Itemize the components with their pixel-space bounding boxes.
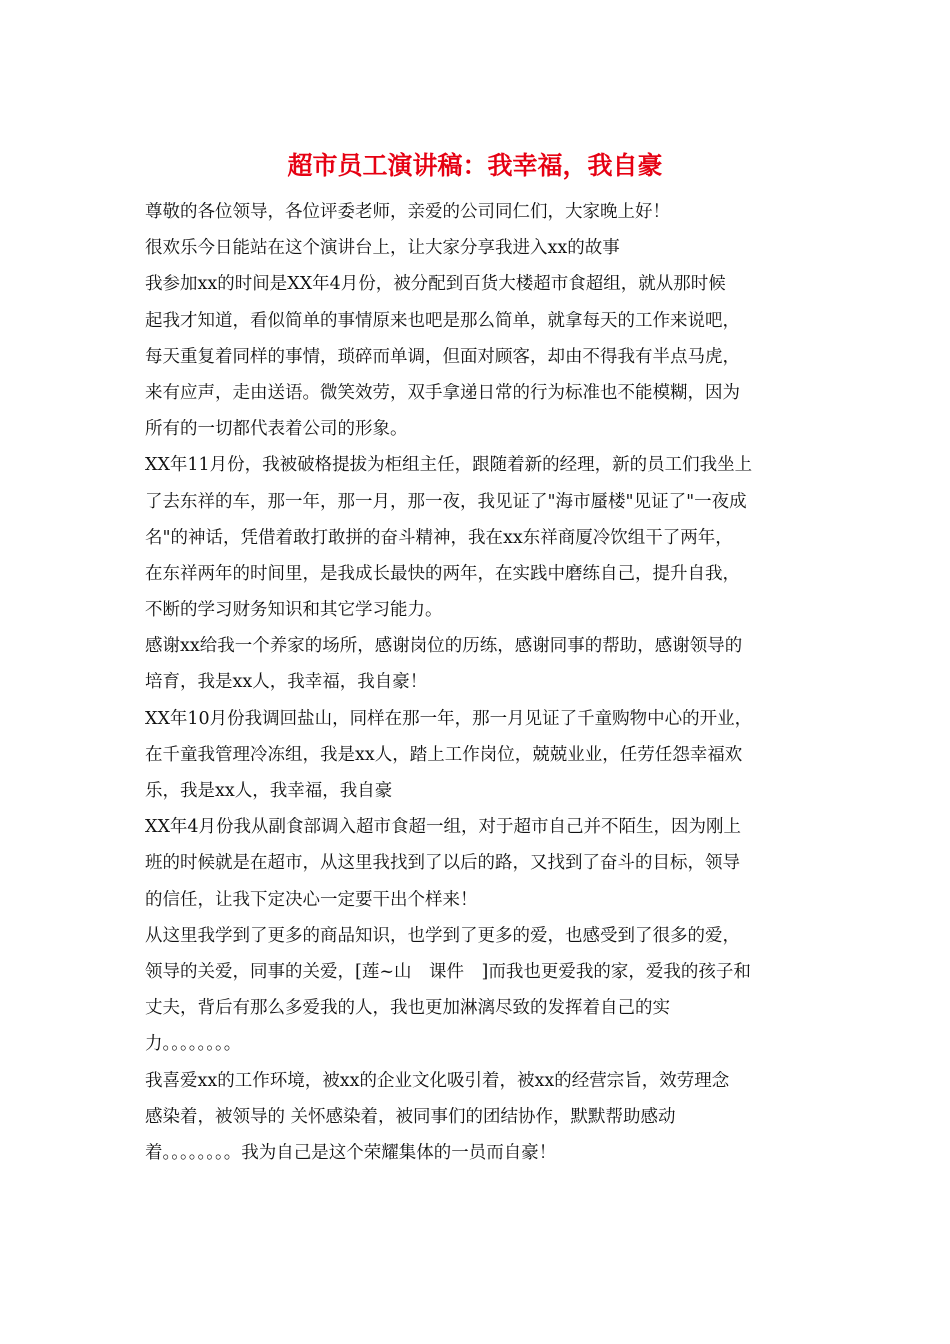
document-title: 超市员工演讲稿：我幸福，我自豪 <box>287 151 663 180</box>
text-line: XX年10月份我调回盐山，同样在那一年，那一月见证了千童购物中心的开业， <box>145 708 753 729</box>
text-line: 班的时候就是在超市，从这里我找到了以后的路，又找到了奋斗的目标，领导 <box>145 853 740 874</box>
text-line: 感谢xx给我一个养家的场所，感谢岗位的历练，感谢同事的帮助，感谢领导的 <box>145 636 743 657</box>
text-line: 我喜爱xx的工作环境，被xx的企业文化吸引着，被xx的经营宗旨，效劳理念 <box>145 1070 730 1091</box>
text-line: 在东祥两年的时间里，是我成长最快的两年，在实践中磨练自己，提升自我， <box>145 563 740 584</box>
text-line: 很欢乐今日能站在这个演讲台上，让大家分享我进入xx的故事 <box>145 238 620 259</box>
document-body <box>145 194 815 1171</box>
text-line: XX年4月份我从副食部调入超市食超一组，对于超市自己并不陌生，因为刚上 <box>145 817 742 838</box>
text-line: 从这里我学到了更多的商品知识，也学到了更多的爱，也感受到了很多的爱， <box>145 925 740 946</box>
text-line: 了去东祥的车，那一年，那一月，那一夜，我见证了"海市蜃楼"见证了"一夜成 <box>145 491 747 512</box>
text-line: 所有的一切都代表着公司的形象。 <box>145 419 408 440</box>
text-line: 每天重复着同样的事情，琐碎而单调，但面对顾客，却由不得我有半点马虎， <box>145 346 740 367</box>
text-line: 感染着，被领导的 关怀感染着，被同事们的团结协作，默默帮助感动 <box>145 1106 676 1127</box>
text-line: 乐，我是xx人，我幸福，我自豪 <box>145 781 393 801</box>
text-line: XX年11月份，我被破格提拔为柜组主任，跟随着新的经理，新的员工们我坐上 <box>145 455 753 476</box>
text-line: 来有应声，走由送语。微笑效劳，双手拿递日常的行为标准也不能模糊，因为 <box>145 382 740 403</box>
text-line: 名"的神话，凭借着敢打敢拼的奋斗精神，我在xx东祥商厦冷饮组干了两年， <box>145 527 733 548</box>
text-line: 丈夫，背后有那么多爱我的人，我也更加淋漓尽致的发挥着自己的实 <box>145 998 670 1019</box>
text-line: 力。。。。。。。。 <box>145 1034 242 1055</box>
text-line: 不断的学习财务知识和其它学习能力。 <box>145 600 443 621</box>
text-line: 领导的关爱，同事的关爱，[莲~山 课件 ]而我也更爱我的家，爱我的孩子和 <box>145 961 751 982</box>
text-line: 尊敬的各位领导，各位评委老师，亲爱的公司同仁们，大家晚上好！ <box>145 202 670 222</box>
text-line: 起我才知道，看似简单的事情原来也吧是那么简单，就拿每天的工作来说吧， <box>145 310 740 331</box>
text-line: 在千童我管理冷冻组，我是xx人，踏上工作岗位，兢兢业业，任劳任怨幸福欢 <box>145 744 743 765</box>
text-line: 着。。。。。。。。我为自己是这个荣耀集体的一员而自豪！ <box>145 1142 557 1163</box>
text-line: 我参加xx的时间是XX年4月份，被分配到百货大楼超市食超组，就从那时候 <box>145 274 726 295</box>
text-line: 的信任，让我下定决心一定要干出个样来！ <box>145 889 478 910</box>
text-line: 培育，我是xx人，我幸福，我自豪！ <box>145 672 428 693</box>
